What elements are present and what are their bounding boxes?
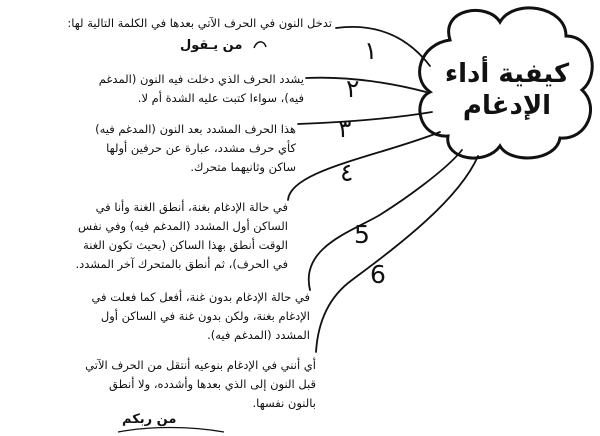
step-5-line: الإدغام بغنة، ولكن بدون غنة في الساكن أول (100, 309, 310, 323)
step-3-line: هذا الحرف المشدد بعد النون (المدغم فيه) (95, 122, 296, 136)
step-4-text (75, 198, 288, 274)
step-6-line: قبل النون إلى الذي بعدها وأشدده، ولا أنطق (108, 377, 316, 391)
step-4-line: الساكن أول المشدد (المدغم فيه) وفي نفس (78, 219, 288, 233)
connector-2 (306, 78, 426, 92)
step-5-line: في حالة الإدغام بدون غنة، أفعل كما فعلت في (91, 290, 310, 304)
diagram-title (438, 58, 576, 122)
connector-1 (336, 27, 430, 66)
step-5-text (91, 288, 310, 345)
step-6-example: من ربكم (122, 412, 177, 427)
step-5-line: المشدد (المدغم فيه). (207, 328, 310, 342)
step-3-line: ساكن وثانيهما متحرك. (190, 160, 296, 174)
step-4-line: في الحرف)، ثم أنطق بالمتحرك آخر المشدد. (75, 257, 288, 271)
example-underline (118, 428, 224, 433)
step-2-line: فيه)، سواءا كتبت عليه الشدة أم لا. (137, 91, 304, 105)
step-2-text (99, 70, 304, 108)
step-number-4: ٤ (340, 158, 354, 187)
step-number-1: ١ (364, 36, 378, 65)
step-3-line: كأي حرف مشدد، عبارة عن حرفين أولها (106, 141, 296, 155)
step-6-text (85, 356, 316, 413)
title-line-2: الإدغام (462, 91, 552, 121)
connector-3 (298, 112, 432, 124)
step-4-line: في حالة الإدغام بغنة، أنطق الغنة وأنا في (95, 200, 288, 214)
step-6-line: بالنون نفسها. (252, 396, 316, 410)
step-1-line: تدخل النون في الحرف الآتي بعدها في الكلمة التالية لها: (67, 16, 332, 30)
step-4-line: الوقت أنطق بهذا الساكن (بحيث تكون الغنة (83, 238, 288, 252)
title-line-1: كيفية أداء (444, 59, 570, 89)
step-number-3: ٣ (338, 114, 352, 143)
example-arc-mark (254, 42, 266, 48)
step-1-text (67, 14, 332, 33)
step-3-text (95, 120, 296, 177)
step-6-line: أي أنني في الإدغام بنوعيه أنتقل من الحرف الآتي (85, 358, 316, 372)
step-number-5: 5 (354, 220, 370, 249)
step-number-2: ٢ (346, 74, 360, 103)
step-2-line: يشدد الحرف الذي دخلت فيه النون (المدغم (98, 72, 304, 86)
step-1-example: من يـقول (180, 38, 243, 53)
step-number-6: 6 (370, 260, 386, 289)
